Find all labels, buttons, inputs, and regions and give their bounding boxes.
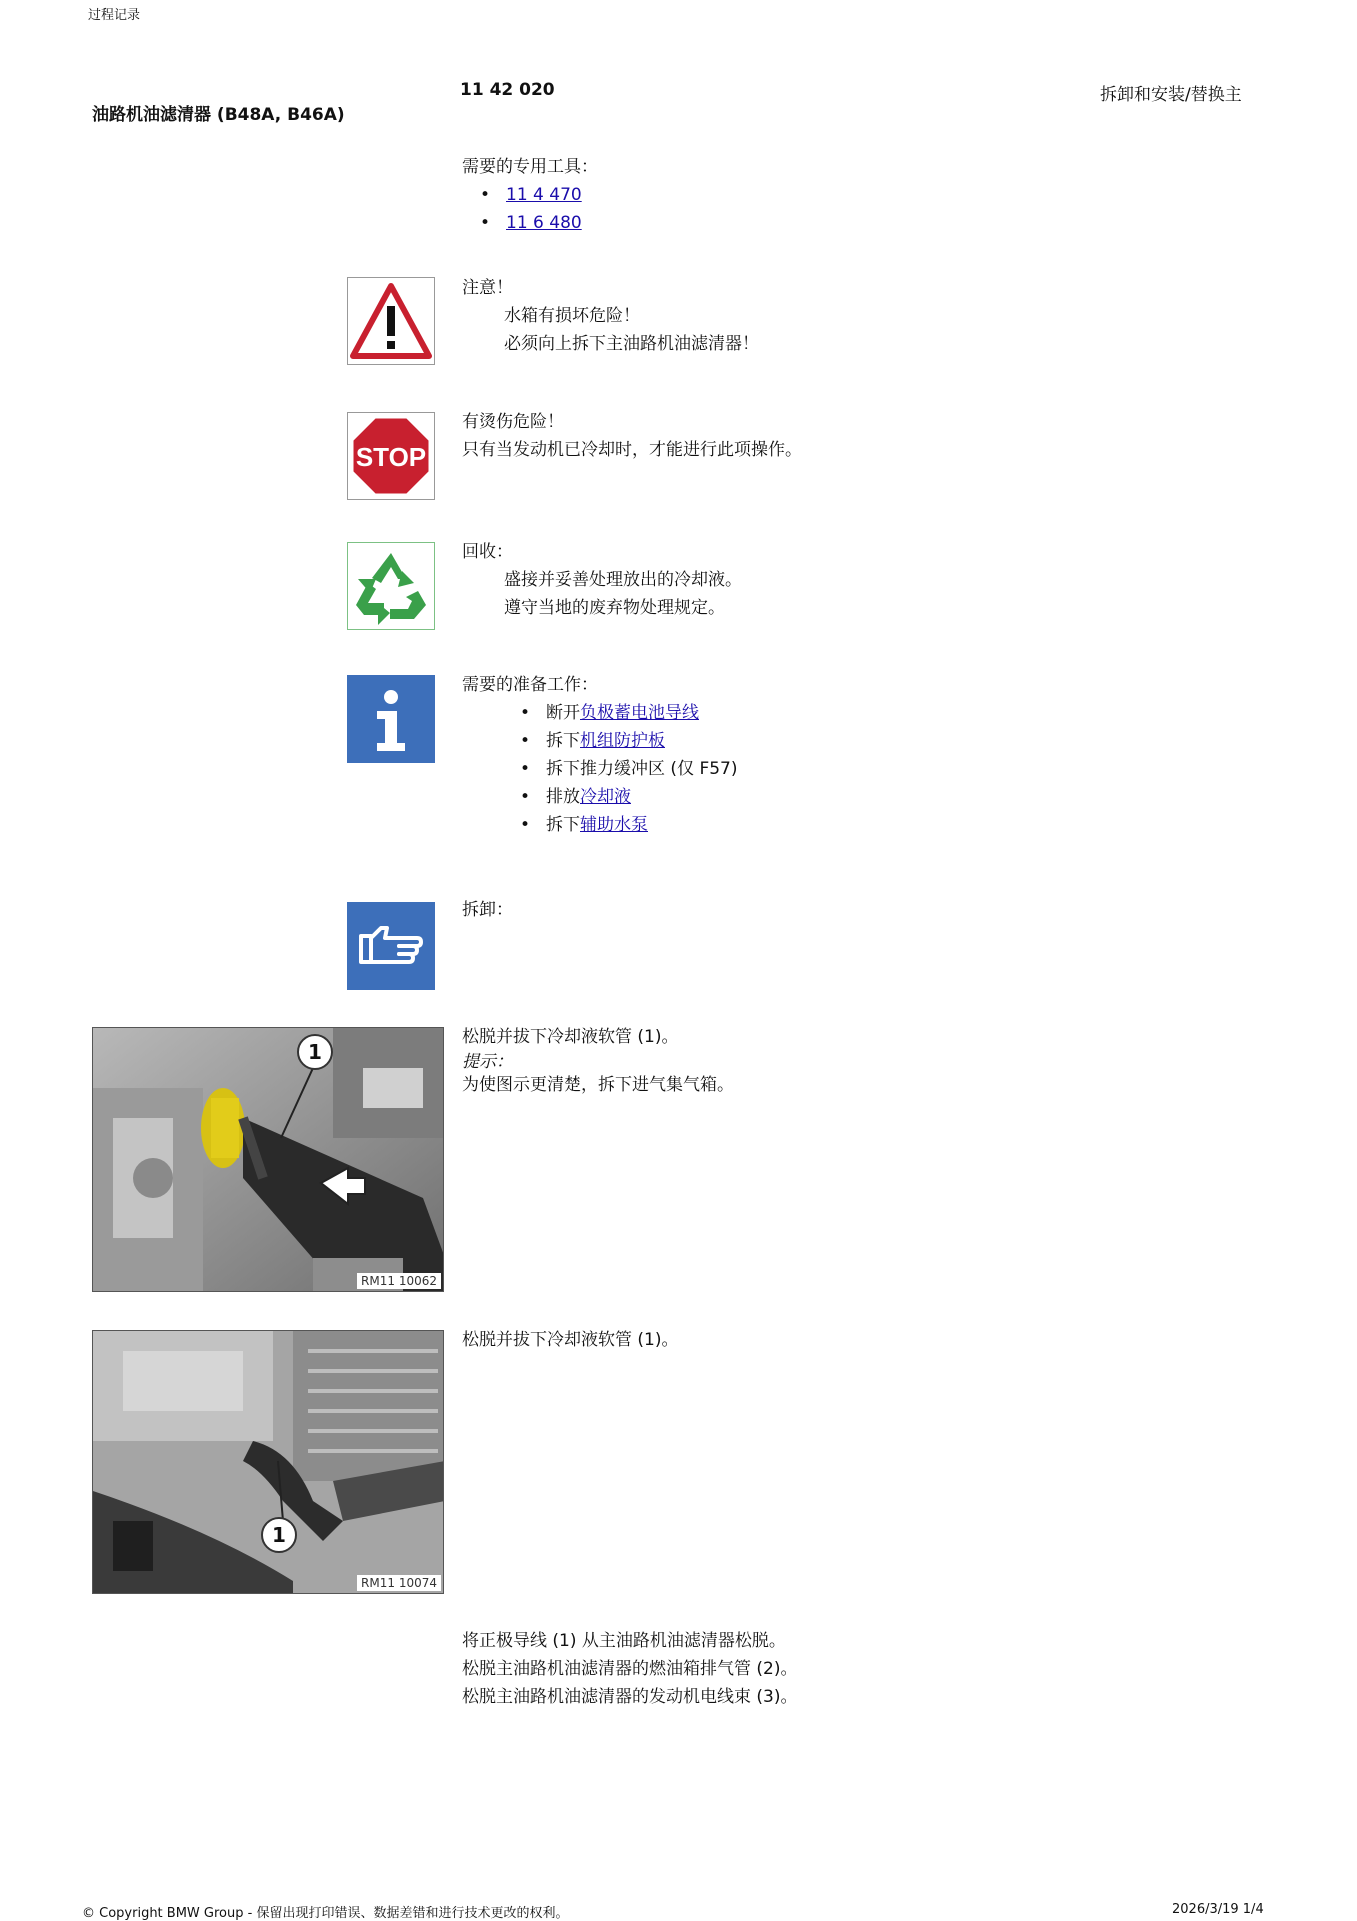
- prep-link-underbody-guard[interactable]: 机组防护板: [580, 731, 665, 751]
- prep-link-coolant[interactable]: 冷却液: [580, 787, 631, 807]
- special-tools-section: [462, 153, 598, 237]
- recycle-icon: [347, 542, 435, 630]
- step2-text: 松脱并拔下冷却液软管 (1)。: [462, 1330, 679, 1350]
- prep-link-battery[interactable]: 负极蓄电池导线: [580, 703, 699, 723]
- list-item: [476, 209, 598, 237]
- category-label: 拆卸和安装/替换主: [1100, 85, 1242, 105]
- step1-text-block: [462, 1023, 734, 1097]
- stop-sign-text: STOP: [355, 442, 427, 472]
- special-tools-list: [476, 181, 598, 237]
- stop-section: [462, 408, 802, 464]
- stop-heading: 有烫伤危险！: [462, 412, 564, 432]
- notice-line: 必须向上拆下主油路机油滤清器！: [504, 334, 759, 354]
- hint-text: 为使图示更清楚，拆下进气集气箱。: [462, 1075, 734, 1095]
- prep-item-prefix: 拆下: [546, 731, 580, 751]
- footer-copyright: © Copyright BMW Group - 保留出现打印错误、数据差错和进行技术更改的权利。: [82, 1906, 569, 1921]
- removal-heading: 拆卸：: [462, 900, 513, 920]
- prep-link-aux-water-pump[interactable]: 辅助水泵: [580, 815, 648, 835]
- prep-section: [462, 671, 737, 839]
- step3-text-block: [462, 1627, 797, 1711]
- recycle-line: 盛接并妥善处理放出的冷却液。: [504, 570, 742, 590]
- recycle-heading: 回收：: [462, 542, 513, 562]
- tool-link-11-4-470[interactable]: 11 4 470: [506, 185, 582, 205]
- special-tools-heading: 需要的专用工具：: [462, 157, 598, 177]
- recycle-line: 遵守当地的废弃物处理规定。: [504, 598, 725, 618]
- list-item: [476, 181, 598, 209]
- info-icon: [347, 675, 435, 763]
- warning-triangle-icon: [347, 277, 435, 365]
- prep-heading: 需要的准备工作：: [462, 675, 598, 695]
- engine-photo-step2: [92, 1330, 444, 1594]
- callout-marker: 1: [261, 1517, 297, 1553]
- image-tag: RM11 10074: [357, 1575, 441, 1591]
- notice-line: 水箱有损坏危险！: [504, 306, 640, 326]
- doc-number: 11 42 020: [460, 80, 555, 100]
- notice-section: [462, 274, 759, 358]
- prep-item-prefix: 拆下推力缓冲区 (仅 F57): [546, 759, 738, 779]
- list-item: [516, 811, 737, 839]
- footer-date-page: 2026/3/19 1/4: [1172, 1902, 1264, 1917]
- prep-item-prefix: 排放: [546, 787, 580, 807]
- prep-item-prefix: 断开: [546, 703, 580, 723]
- list-item: [516, 783, 737, 811]
- hint-label: 提示：: [462, 1052, 513, 1072]
- engine-photo-step1: [92, 1027, 444, 1292]
- hand-pointing-icon: [347, 902, 435, 990]
- step3-line: 将正极导线 (1) 从主油路机油滤清器松脱。: [462, 1631, 786, 1651]
- stop-sign-icon: [347, 412, 435, 500]
- list-item: [516, 727, 737, 755]
- prep-list: [516, 699, 737, 839]
- tool-link-11-6-480[interactable]: 11 6 480: [506, 213, 582, 233]
- notice-heading: 注意！: [462, 278, 513, 298]
- list-item: [516, 699, 737, 727]
- step1-text: 松脱并拔下冷却液软管 (1)。: [462, 1027, 679, 1047]
- recycle-section: [462, 538, 742, 622]
- list-item: [516, 755, 737, 783]
- breadcrumb: 过程记录: [88, 8, 141, 23]
- stop-line: 只有当发动机已冷却时，才能进行此项操作。: [462, 440, 802, 460]
- step3-line: 松脱主油路机油滤清器的燃油箱排气管 (2)。: [462, 1659, 798, 1679]
- page-title: 油路机油滤清器 (B48A, B46A): [92, 105, 345, 125]
- callout-marker: 1: [297, 1034, 333, 1070]
- prep-item-prefix: 拆下: [546, 815, 580, 835]
- step3-line: 松脱主油路机油滤清器的发动机电线束 (3)。: [462, 1687, 798, 1707]
- image-tag: RM11 10062: [357, 1273, 441, 1289]
